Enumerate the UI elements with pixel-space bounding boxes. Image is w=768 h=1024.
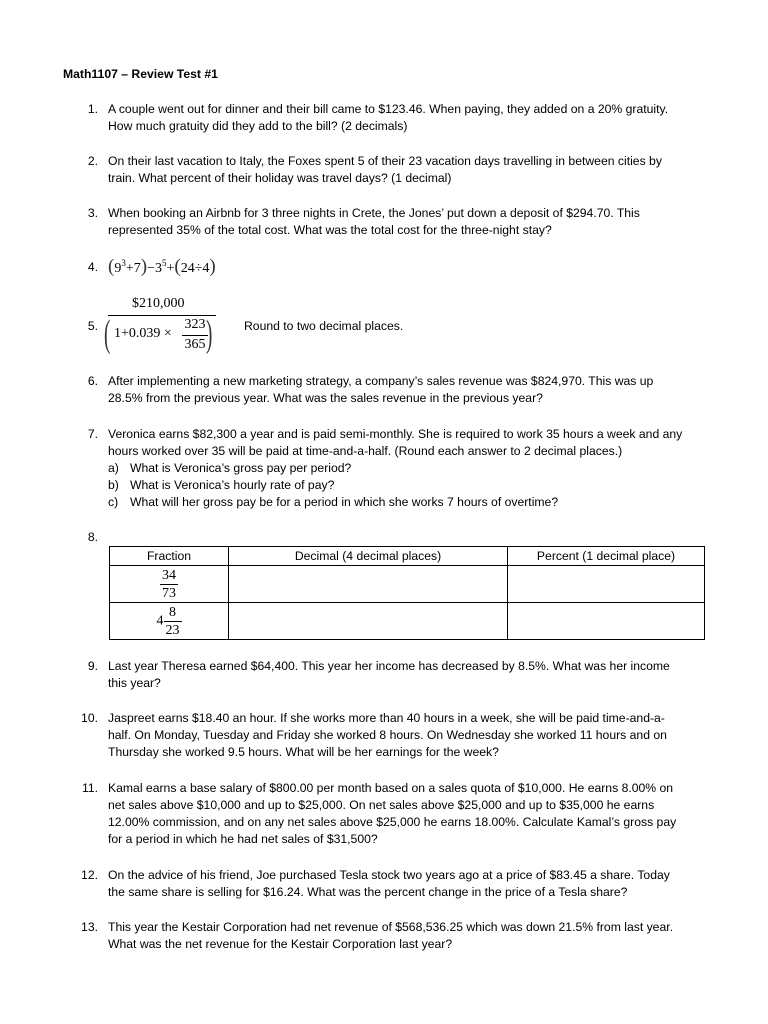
question-number: 7. [87,427,98,441]
column-header: Decimal (4 decimal places) [229,547,508,566]
expr-term: 24÷4 [180,261,210,276]
q5-denominator-term: 1+0.039 × [114,326,172,341]
fraction-numerator: 34 [162,567,176,583]
sub-question-c [108,494,708,511]
question-line: After implementing a new marketing strategy, a company’s sales revenue was $824,970. This was up [108,374,654,388]
sub-text: What will her gross pay be for a period in which she works 7 hours of overtime? [130,495,559,509]
left-paren: ( [174,256,181,277]
column-header: Fraction [110,547,229,566]
question-line: When booking an Airbnb for 3 three nights in Crete, the Jones’ put down a deposit of $294.70. This [108,206,640,220]
question-number: 5. [87,319,98,333]
q5-inner-numerator: 323 [184,317,206,332]
question-number: 9. [87,659,98,673]
question-line: Thursday she worked 9.5 hours. What will be her earnings for the week? [108,745,499,759]
question-line: represented 35% of the total cost. What was the total cost for the three-night stay? [108,223,552,237]
question-text [108,153,708,187]
sub-label: c) [108,495,119,509]
question-line: train. What percent of their holiday was travel days? (1 decimal) [108,171,452,185]
question-text [108,205,708,239]
question-number: 4. [87,260,98,274]
percent-cell[interactable] [508,566,705,603]
question-line: 28.5% from the previous year. What was the sales revenue in the previous year? [108,391,543,405]
question-line: 12.00% commission, and on any net sales above $25,000 he earns 18.00%. Calculate Kamal’s gross pay [108,815,677,829]
right-paren: ) [209,256,216,277]
question-line: half. On Monday, Tuesday and Friday she worked 8 hours. On Wednesday she worked 11 hours and on [108,728,667,742]
question-text [108,710,708,761]
q5-note: Round to two decimal places. [244,319,404,333]
decimal-cell[interactable] [229,603,508,640]
expr-term: 9 [114,261,122,276]
question-line: Kamal earns a base salary of $800.00 per month based on a sales quota of $10,000. He earns 8.00% on [108,781,674,795]
sub-label: a) [108,461,119,475]
sub-question-b [108,477,708,494]
question-text [108,867,708,901]
question-number: 2. [87,154,98,168]
question-number: 3. [87,206,98,220]
question-number: 13. [81,920,98,934]
question-number: 10. [81,711,98,725]
expr-term: +7 [125,261,141,276]
question-line: Jaspreet earns $18.40 an hour. If she works more than 40 hours in a week, she will be paid time-and-a- [108,711,665,725]
question-line: This year the Kestair Corporation had net revenue of $568,536.25 which was down 21.5% from last year. [108,920,674,934]
question-text [108,373,708,407]
fraction-denominator: 73 [162,585,176,601]
question-line: How much gratuity did they add to the bill? (2 decimals) [108,119,408,133]
column-header: Percent (1 decimal place) [508,547,705,566]
sub-label: b) [108,478,119,492]
question-text [108,780,708,848]
table-row [110,603,705,640]
question-line: net sales above $10,000 and up to $25,000. On net sales above $25,000 and up to $35,000 he earns [108,798,655,812]
question-number: 11. [81,781,98,795]
question-line: this year? [108,676,161,690]
question-line: for a period in which he had net sales of $31,500? [108,832,378,846]
fraction-table [109,546,705,640]
sub-question-a [108,460,708,477]
question-text [108,658,708,692]
fraction-numerator: 8 [164,604,182,622]
question-line: What was the net revenue for the Kestair Corporation last year? [108,937,453,951]
question-line: On their last vacation to Italy, the Foxes spent 5 of their 23 vacation days travelling in between cities by [108,154,662,168]
fraction [160,567,178,602]
exponent: 5 [161,258,167,268]
sub-text: What is Veronica’s hourly rate of pay? [130,478,335,492]
question-line: Last year Theresa earned $64,400. This year her income has decreased by 8.5%. What was her income [108,659,670,673]
page-title: Math1107 – Review Test #1 [63,67,218,81]
fraction [164,604,182,639]
question-text [108,101,708,135]
question-line: A couple went out for dinner and their bill came to $123.46. When paying, they added on a 20% gratuity. [108,102,669,116]
question-text [108,426,708,511]
sub-text: What is Veronica’s gross pay per period? [130,461,352,475]
fraction-denominator: 23 [165,622,180,638]
left-paren: ( [104,313,111,355]
question-line: hours worked over 35 will be paid at time-and-a-half. (Round each answer to 2 decimal places.) [108,444,623,458]
question-number: 1. [87,102,98,116]
q5-inner-denominator: 365 [184,337,206,352]
right-paren: ) [206,313,213,355]
mixed-whole: 4 [156,613,164,629]
expr-term: + [166,261,175,276]
table-header-row [110,547,705,566]
question-line: Veronica earns $82,300 a year and is paid semi-monthly. She is required to work 35 hours a week and any [108,427,683,441]
q4-expression [108,258,216,277]
table-row [110,566,705,603]
question-number: 6. [87,374,98,388]
question-number: 8. [87,530,98,544]
exponent: 3 [121,258,126,268]
left-paren: ( [108,256,115,277]
question-number: 12. [81,868,98,882]
fraction-cell [110,566,229,603]
right-paren: ) [140,256,148,277]
fraction-cell [110,603,229,640]
question-text [108,919,708,953]
expr-term: −3 [147,261,162,276]
percent-cell[interactable] [508,603,705,640]
decimal-cell[interactable] [229,566,508,603]
q5-numerator: $210,000 [132,296,185,311]
question-line: the same share is selling for $16.24. What was the percent change in the price of a Tesla share? [108,885,628,899]
question-line: On the advice of his friend, Joe purchased Tesla stock two years ago at a price of $83.45 a share. Today [108,868,670,882]
